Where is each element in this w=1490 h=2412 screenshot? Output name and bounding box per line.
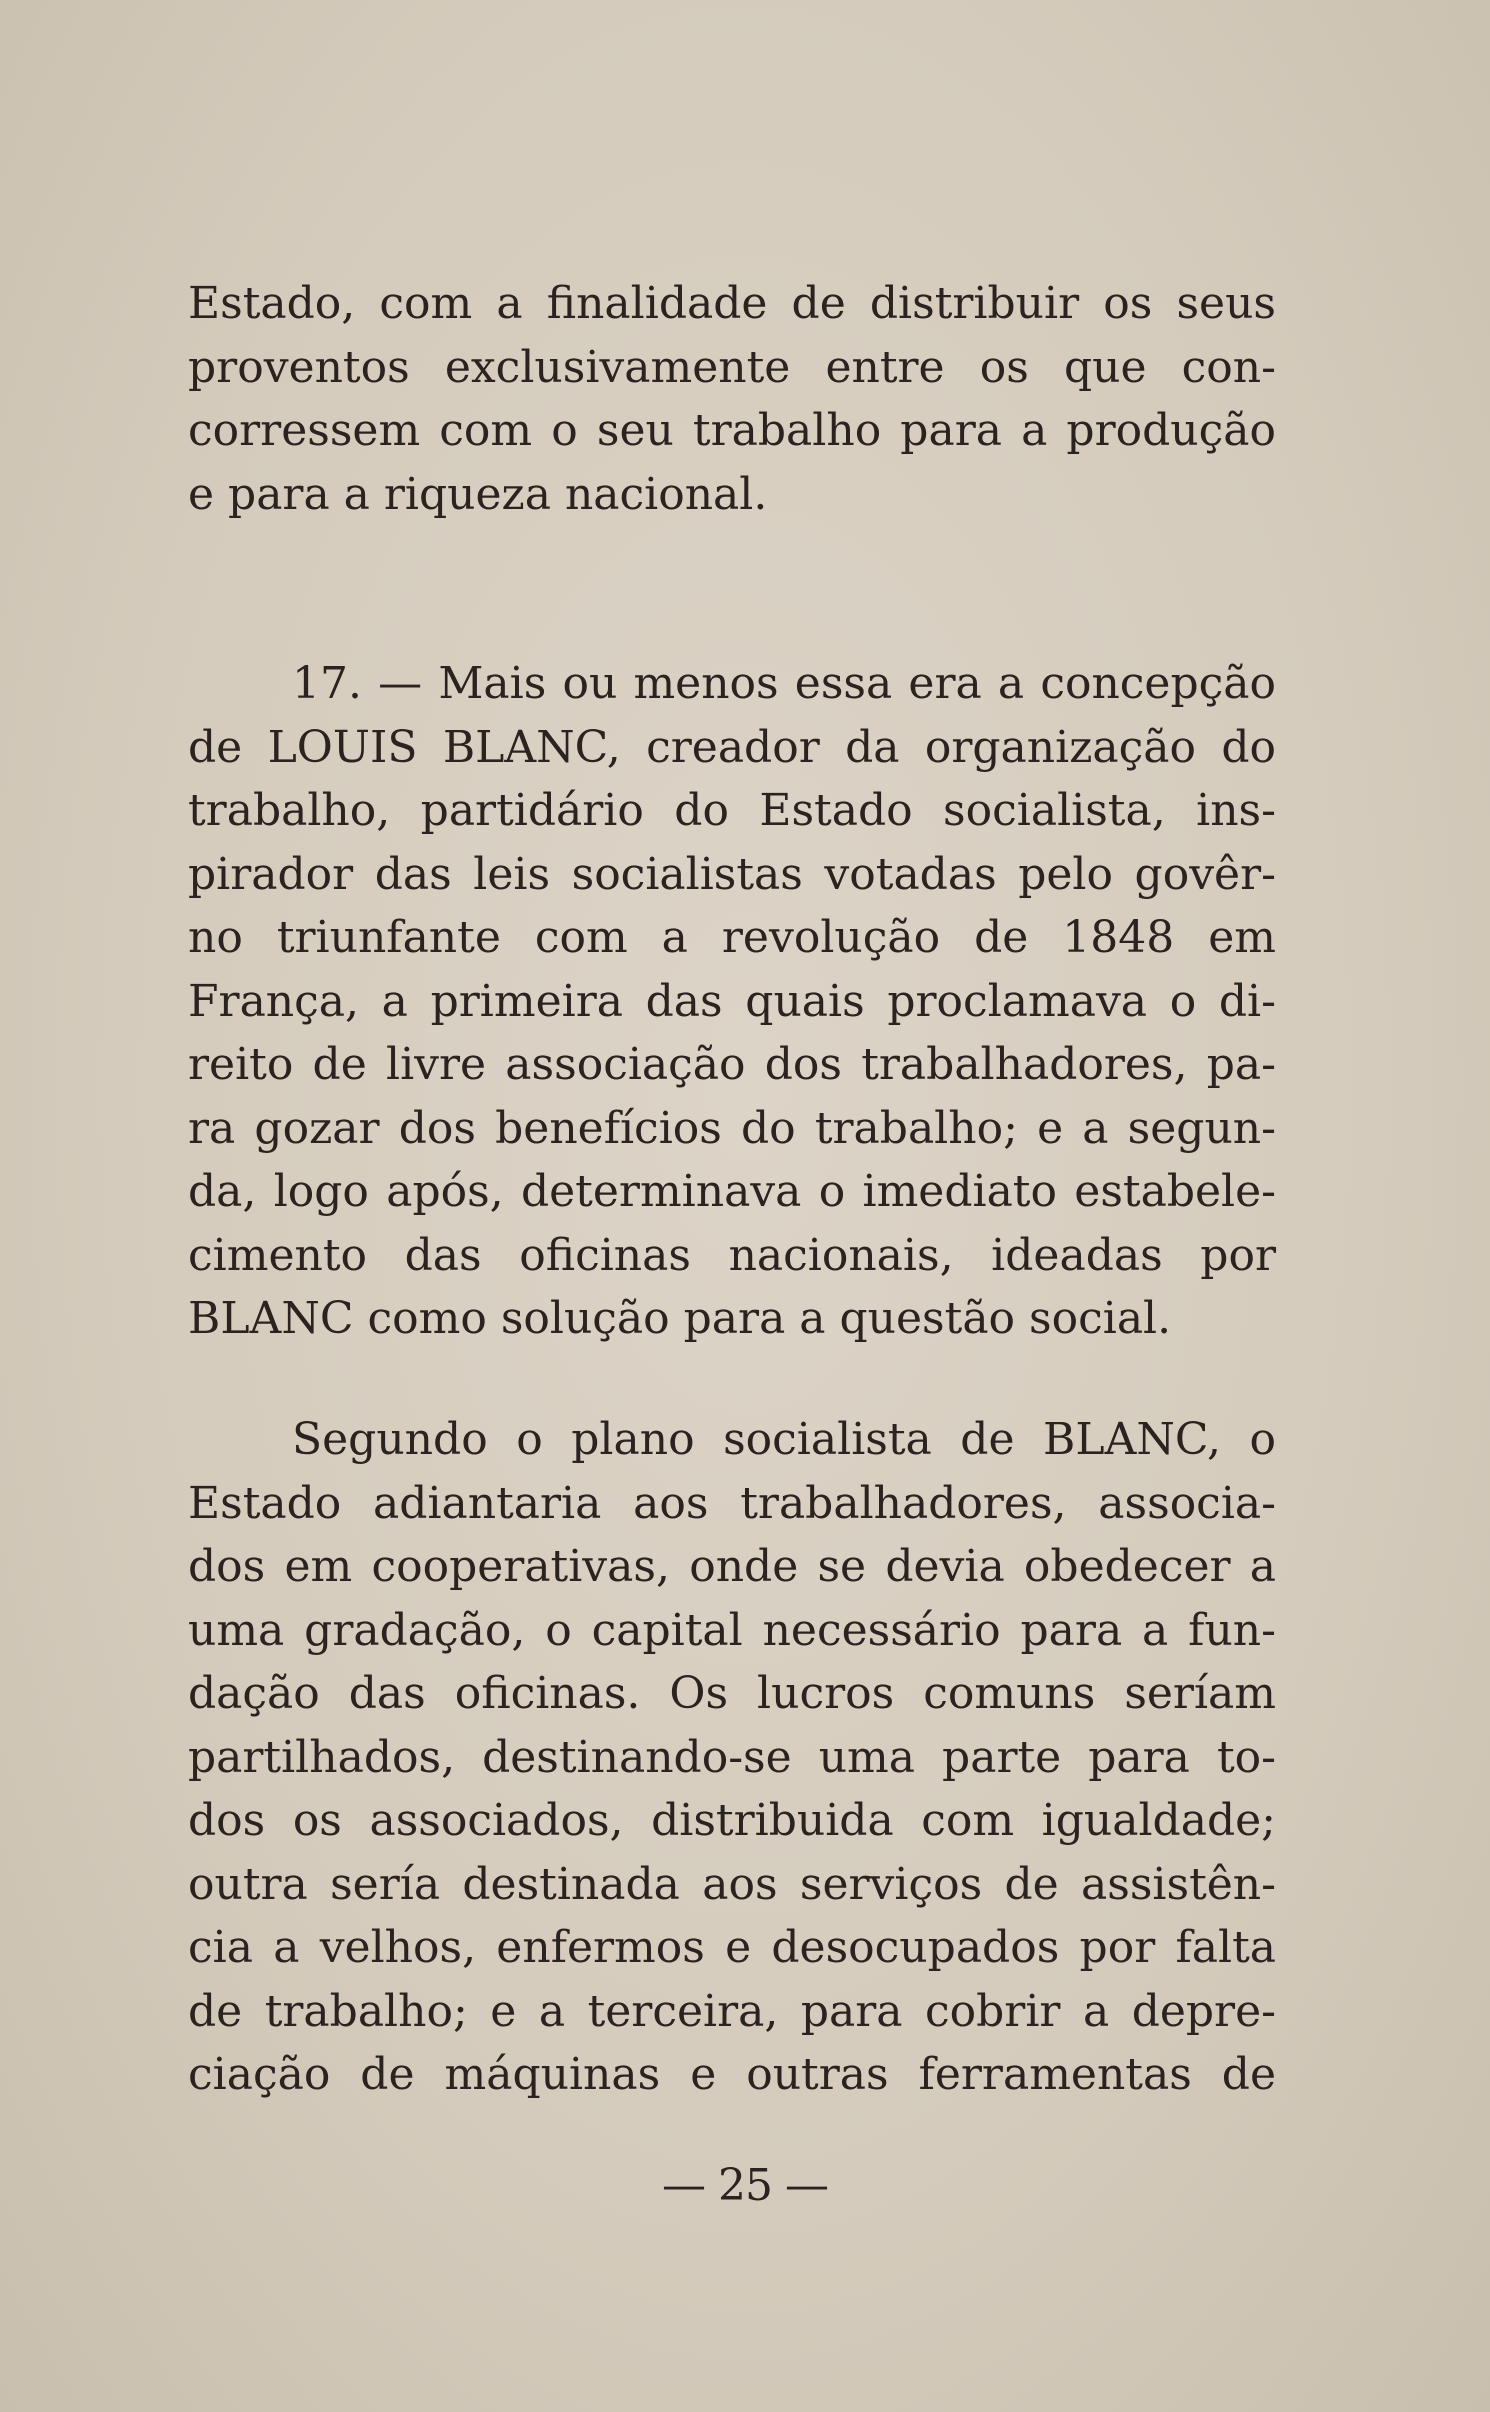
text-line: de trabalho; e a terceira, para cobrir a depre- bbox=[188, 1985, 1276, 2037]
text-line: dos os associados, distribuida com igualdade; bbox=[188, 1795, 1276, 1846]
paragraph-blanc-plan bbox=[188, 1408, 1276, 2107]
text-line: e para a riqueza nacional. bbox=[188, 468, 768, 520]
text-line: uma gradação, o capital necessário para a fun- bbox=[188, 1604, 1276, 1656]
text-line: cimento das oficinas nacionais, ideadas por bbox=[188, 1229, 1276, 1281]
text-line: no triunfante com a revolução de 1848 em bbox=[188, 912, 1276, 963]
text-line: BLANC como solução para a questão social. bbox=[188, 1293, 1172, 1344]
paragraph-section-17 bbox=[188, 652, 1276, 1351]
text-line: dos em cooperativas, onde se devia obedecer a bbox=[188, 1541, 1276, 1592]
paragraph-continuation bbox=[188, 272, 1276, 526]
text-line: reito de livre associação dos trabalhadores, pa- bbox=[188, 1039, 1276, 1090]
text-line: Estado, com a finalidade de distribuir os seus bbox=[188, 278, 1276, 329]
text-line: da, logo após, determinava o imediato estabele- bbox=[188, 1166, 1276, 1217]
text-line: outra sería destinada aos serviços de assistên- bbox=[188, 1858, 1276, 1910]
text-line: Segundo o plano socialista de BLANC, o bbox=[292, 1414, 1276, 1465]
text-line: trabalho, partidário do Estado socialista, ins- bbox=[188, 785, 1276, 836]
text-line: corressem com o seu trabalho para a produção bbox=[188, 405, 1276, 456]
page-number: — 25 — bbox=[662, 2160, 828, 2211]
text-line: cia a velhos, enfermos e desocupados por falta bbox=[188, 1922, 1276, 1973]
text-line: pirador das leis socialistas votadas pelo govêr- bbox=[188, 848, 1276, 900]
text-line: Estado adiantaria aos trabalhadores, associa- bbox=[188, 1477, 1276, 1529]
text-line: ciação de máquinas e outras ferramentas de bbox=[188, 2049, 1276, 2100]
text-line: ra gozar dos benefícios do trabalho; e a segun- bbox=[188, 1102, 1276, 1154]
text-line: França, a primeira das quais proclamava o di- bbox=[188, 975, 1276, 1027]
text-line: dação das oficinas. Os lucros comuns seríam bbox=[188, 1668, 1276, 1719]
text-line: de LOUIS BLANC, creador da organização do bbox=[188, 721, 1276, 773]
text-line: partilhados, destinando-se uma parte para to- bbox=[188, 1731, 1276, 1783]
text-line: 17. — Mais ou menos essa era a concepção bbox=[292, 658, 1276, 709]
text-line: proventos exclusivamente entre os que con- bbox=[188, 341, 1276, 393]
